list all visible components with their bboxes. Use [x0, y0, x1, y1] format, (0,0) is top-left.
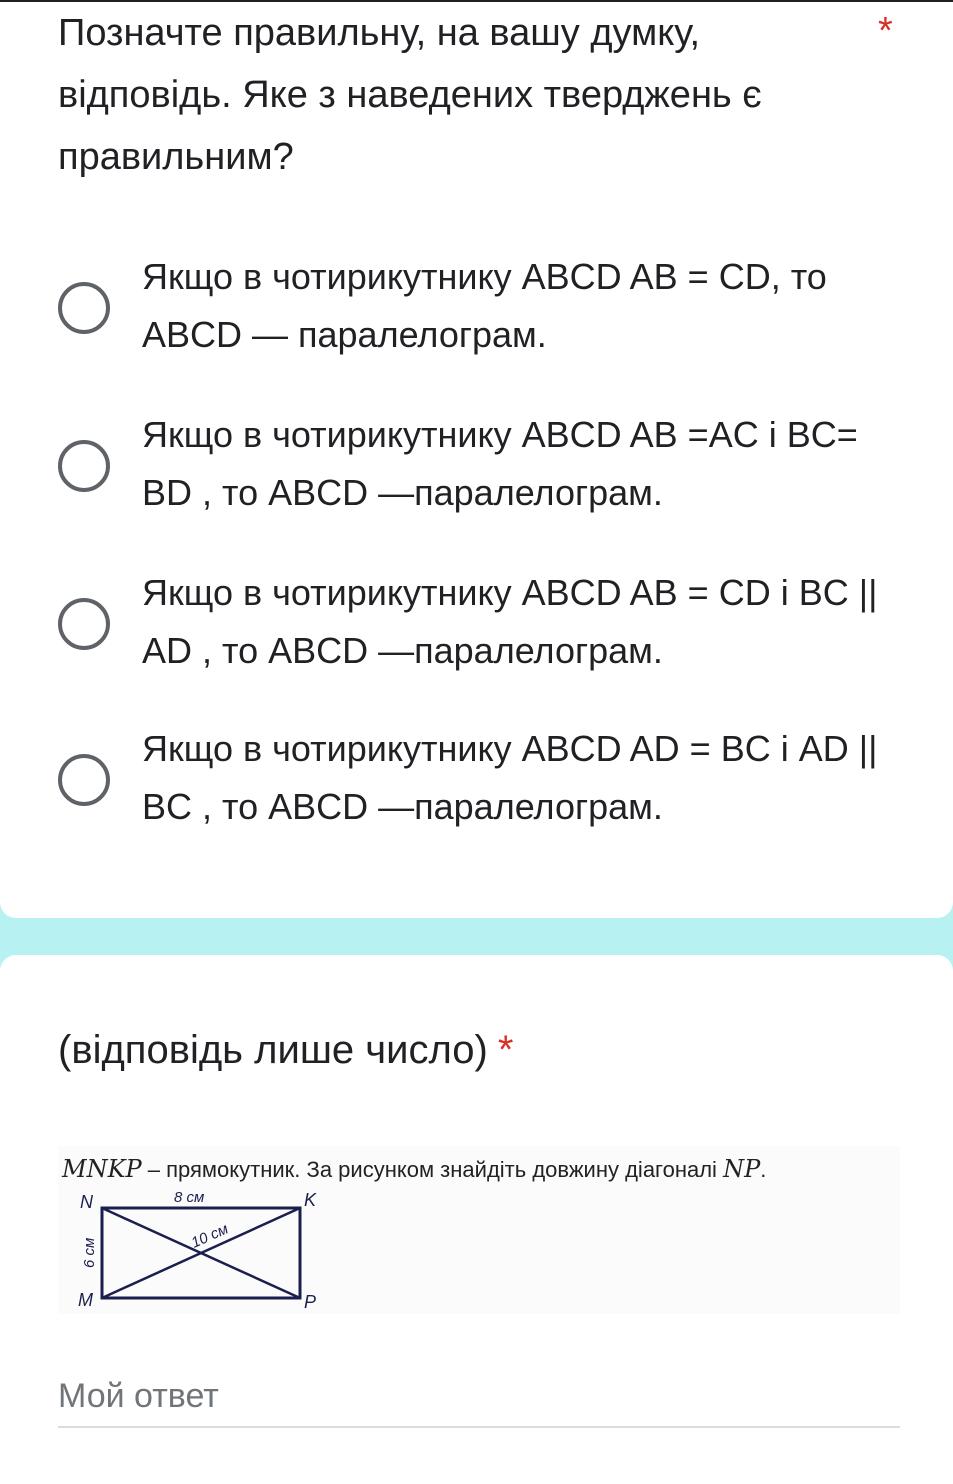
vertex-m-label: M — [78, 1290, 93, 1310]
caption-math-mnkp: MNKP — [62, 1155, 142, 1183]
caption-math-np: NP — [723, 1155, 761, 1183]
option-label: Якщо в чотирикутнику ABCD AB = CD і BC || AD , то ABCD —паралелограм. — [142, 572, 878, 671]
vertex-p-label: P — [304, 1292, 317, 1312]
top-side-label: 8 см — [174, 1189, 205, 1206]
option-label: Якщо в чотирикутнику ABCD AB =AC і BC= BD , то ABCD —паралелограм. — [142, 414, 858, 513]
radio-button[interactable] — [58, 598, 110, 650]
radio-button[interactable] — [58, 282, 110, 334]
required-asterisk: * — [878, 10, 893, 52]
caption-end: . — [760, 1157, 767, 1182]
option-2[interactable] — [0, 406, 953, 526]
option-1[interactable] — [0, 248, 953, 368]
option-3[interactable] — [0, 564, 953, 684]
question-figure — [58, 1146, 900, 1314]
diagonal-label: 10 см — [188, 1220, 231, 1252]
vertex-k-label: K — [304, 1190, 317, 1210]
option-4[interactable] — [0, 720, 953, 840]
figure-caption — [62, 1154, 766, 1185]
vertex-n-label: N — [80, 1192, 93, 1212]
caption-text: – прямокутник. За рисунком знайдіть довжину діагоналі — [141, 1157, 724, 1182]
question-1-title: Позначте правильну, на вашу думку, відповідь. Яке з наведених тверджень є правильним? — [58, 12, 762, 178]
option-label: Якщо в чотирикутнику ABCD AD = BC і AD || BC , то ABCD —паралелограм. — [142, 728, 878, 827]
radio-button[interactable] — [58, 440, 110, 492]
question-2-title — [58, 1022, 513, 1078]
left-side-label: 6 см — [81, 1237, 98, 1268]
radio-button[interactable] — [58, 754, 110, 806]
required-asterisk: * — [497, 1028, 514, 1072]
rectangle-diagram — [58, 1186, 358, 1314]
question-2-title-text: (відповідь лише число) — [58, 1028, 488, 1072]
answer-input[interactable] — [58, 1366, 900, 1428]
option-label: Якщо в чотирикутнику ABCD AB = CD, то ABCD — паралелограм. — [142, 256, 827, 355]
